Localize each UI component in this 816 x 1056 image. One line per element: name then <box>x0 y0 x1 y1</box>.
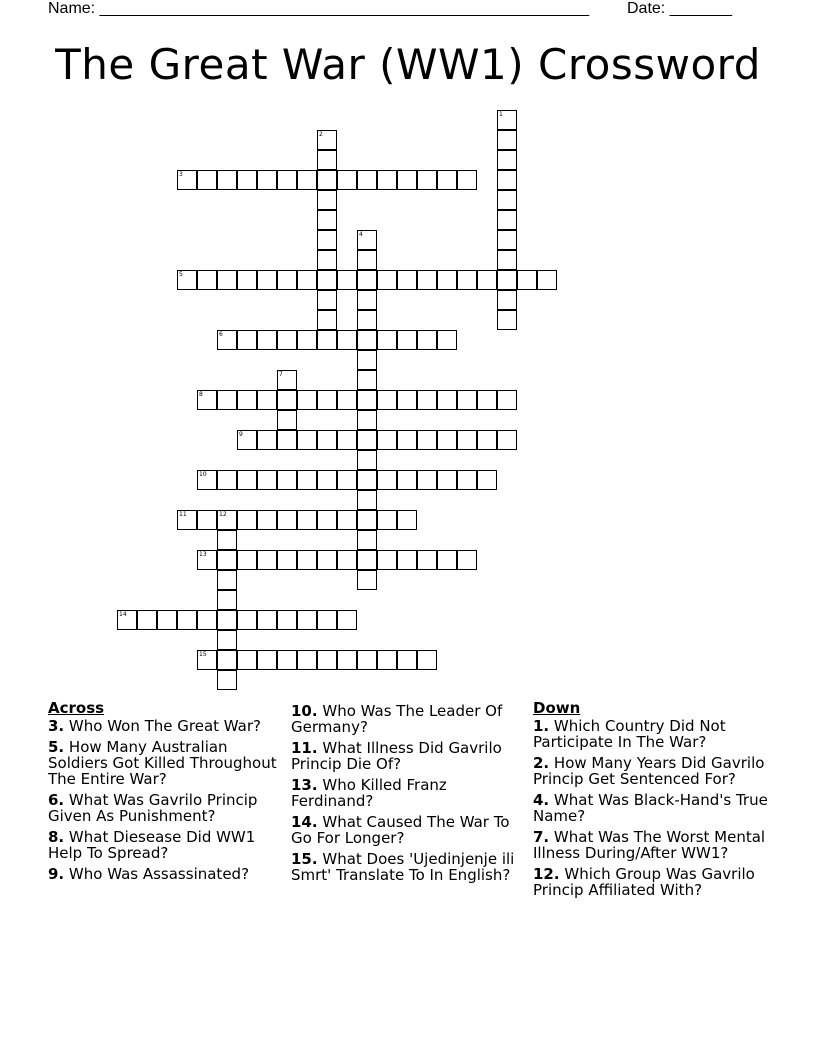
across-clues-continued <box>291 703 531 888</box>
grid-cell[interactable] <box>497 110 517 130</box>
grid-cell[interactable] <box>297 550 317 570</box>
grid-cell[interactable] <box>317 310 337 330</box>
grid-cell[interactable] <box>417 270 437 290</box>
grid-cell[interactable] <box>357 390 377 410</box>
grid-cell[interactable] <box>257 430 277 450</box>
grid-cell[interactable] <box>217 390 237 410</box>
grid-cell[interactable] <box>437 470 457 490</box>
grid-cell[interactable] <box>197 470 217 490</box>
grid-cell[interactable] <box>317 330 337 350</box>
grid-cell[interactable] <box>277 270 297 290</box>
grid-cell[interactable] <box>317 390 337 410</box>
cell-number: 11 <box>179 511 187 518</box>
grid-cell[interactable] <box>497 130 517 150</box>
grid-cell[interactable] <box>337 610 357 630</box>
grid-cell[interactable] <box>317 150 337 170</box>
clue-across: 15. What Does 'Ujedinjenje ili Smrt' Translate To In English? <box>291 850 515 884</box>
grid-cell[interactable] <box>157 610 177 630</box>
grid-cell[interactable] <box>497 170 517 190</box>
cell-number: 6 <box>219 331 223 338</box>
grid-cell[interactable] <box>197 610 217 630</box>
grid-cell[interactable] <box>277 330 297 350</box>
grid-cell[interactable] <box>397 430 417 450</box>
grid-cell[interactable] <box>277 390 297 410</box>
grid-cell[interactable] <box>317 190 337 210</box>
grid-cell[interactable] <box>237 550 257 570</box>
grid-cell[interactable] <box>217 550 237 570</box>
grid-cell[interactable] <box>397 650 417 670</box>
grid-cell[interactable] <box>297 430 317 450</box>
grid-cell[interactable] <box>217 590 237 610</box>
grid-cell[interactable] <box>357 370 377 390</box>
grid-cell[interactable] <box>337 330 357 350</box>
clue-down: 1. Which Country Did Not Participate In The War? <box>533 717 726 751</box>
grid-cell[interactable] <box>257 610 277 630</box>
grid-cell[interactable] <box>397 470 417 490</box>
grid-cell[interactable] <box>357 650 377 670</box>
grid-cell[interactable] <box>357 470 377 490</box>
down-clues <box>533 700 773 903</box>
grid-cell[interactable] <box>197 550 217 570</box>
grid-cell[interactable] <box>257 330 277 350</box>
grid-cell[interactable] <box>397 170 417 190</box>
grid-cell[interactable] <box>297 270 317 290</box>
grid-cell[interactable] <box>337 170 357 190</box>
grid-cell[interactable] <box>237 170 257 190</box>
grid-cell[interactable] <box>217 270 237 290</box>
grid-cell[interactable] <box>297 510 317 530</box>
grid-cell[interactable] <box>277 370 297 390</box>
cell-number: 7 <box>279 371 283 378</box>
grid-cell[interactable] <box>497 310 517 330</box>
grid-cell[interactable] <box>257 550 277 570</box>
clue-down: 4. What Was Black-Hand's True Name? <box>533 791 768 825</box>
clue-across: 3. Who Won The Great War? <box>48 717 261 735</box>
grid-cell[interactable] <box>277 470 297 490</box>
grid-cell[interactable] <box>357 450 377 470</box>
grid-cell[interactable] <box>357 350 377 370</box>
grid-cell[interactable] <box>297 470 317 490</box>
grid-cell[interactable] <box>457 470 477 490</box>
clue-down: 12. Which Group Was Gavrilo Princip Affiliated With? <box>533 865 755 899</box>
grid-cell[interactable] <box>377 430 397 450</box>
grid-cell[interactable] <box>277 510 297 530</box>
grid-cell[interactable] <box>497 390 517 410</box>
grid-cell[interactable] <box>437 550 457 570</box>
clue-across: 9. Who Was Assassinated? <box>48 865 250 883</box>
grid-cell[interactable] <box>357 430 377 450</box>
grid-cell[interactable] <box>457 170 477 190</box>
grid-cell[interactable] <box>197 270 217 290</box>
grid-cell[interactable] <box>317 610 337 630</box>
grid-cell[interactable] <box>397 330 417 350</box>
grid-cell[interactable] <box>217 570 237 590</box>
grid-cell[interactable] <box>217 470 237 490</box>
cell-number: 8 <box>199 391 203 398</box>
grid-cell[interactable] <box>217 630 237 650</box>
clue-across: 5. How Many Australian Soldiers Got Killed Throughout The Entire War? <box>48 738 277 788</box>
grid-cell[interactable] <box>277 410 297 430</box>
grid-cell[interactable] <box>317 170 337 190</box>
grid-cell[interactable] <box>377 510 397 530</box>
grid-cell[interactable] <box>177 610 197 630</box>
grid-cell[interactable] <box>217 650 237 670</box>
grid-cell[interactable] <box>317 290 337 310</box>
cell-number: 14 <box>119 611 127 618</box>
grid-cell[interactable] <box>237 610 257 630</box>
grid-cell[interactable] <box>357 530 377 550</box>
grid-cell[interactable] <box>317 650 337 670</box>
grid-cell[interactable] <box>317 230 337 250</box>
grid-cell[interactable] <box>257 470 277 490</box>
grid-cell[interactable] <box>357 170 377 190</box>
grid-cell[interactable] <box>297 170 317 190</box>
grid-cell[interactable] <box>457 430 477 450</box>
grid-cell[interactable] <box>257 270 277 290</box>
grid-cell[interactable] <box>497 270 517 290</box>
grid-cell[interactable] <box>317 270 337 290</box>
grid-cell[interactable] <box>337 650 357 670</box>
clue-across: 6. What Was Gavrilo Princip Given As Punishment? <box>48 791 258 825</box>
grid-cell[interactable] <box>277 430 297 450</box>
clue-across: 11. What Illness Did Gavrilo Princip Die Of? <box>291 739 502 773</box>
grid-cell[interactable] <box>437 270 457 290</box>
grid-cell[interactable] <box>237 510 257 530</box>
grid-cell[interactable] <box>417 470 437 490</box>
grid-cell[interactable] <box>537 270 557 290</box>
grid-cell[interactable] <box>197 390 217 410</box>
grid-cell[interactable] <box>317 210 337 230</box>
grid-cell[interactable] <box>237 650 257 670</box>
grid-cell[interactable] <box>217 670 237 690</box>
grid-cell[interactable] <box>417 330 437 350</box>
grid-cell[interactable] <box>237 470 257 490</box>
grid-cell[interactable] <box>417 550 437 570</box>
grid-cell[interactable] <box>217 170 237 190</box>
grid-cell[interactable] <box>297 650 317 670</box>
name-field[interactable]: Name: _______________________________________________________ <box>48 0 589 17</box>
down-heading: Down <box>533 699 581 717</box>
grid-cell[interactable] <box>197 170 217 190</box>
grid-cell[interactable] <box>277 610 297 630</box>
grid-cell[interactable] <box>477 430 497 450</box>
grid-cell[interactable] <box>277 170 297 190</box>
grid-cell[interactable] <box>357 310 377 330</box>
grid-cell[interactable] <box>397 270 417 290</box>
grid-cell[interactable] <box>497 230 517 250</box>
grid-cell[interactable] <box>277 650 297 670</box>
grid-cell[interactable] <box>317 550 337 570</box>
grid-cell[interactable] <box>237 270 257 290</box>
grid-cell[interactable] <box>177 170 197 190</box>
grid-cell[interactable] <box>357 550 377 570</box>
grid-cell[interactable] <box>377 550 397 570</box>
grid-cell[interactable] <box>317 430 337 450</box>
grid-cell[interactable] <box>297 330 317 350</box>
page-title: The Great War (WW1) Crossword <box>55 40 761 89</box>
clue-across: 13. Who Killed Franz Ferdinand? <box>291 776 447 810</box>
grid-cell[interactable] <box>297 610 317 630</box>
grid-cell[interactable] <box>277 550 297 570</box>
clue-down: 2. How Many Years Did Gavrilo Princip Get Sentenced For? <box>533 754 765 788</box>
grid-cell[interactable] <box>317 470 337 490</box>
grid-cell[interactable] <box>197 510 217 530</box>
grid-cell[interactable] <box>377 270 397 290</box>
grid-cell[interactable] <box>497 150 517 170</box>
cell-number: 2 <box>319 131 323 138</box>
grid-cell[interactable] <box>137 610 157 630</box>
grid-cell[interactable] <box>397 390 417 410</box>
grid-cell[interactable] <box>477 270 497 290</box>
grid-cell[interactable] <box>337 390 357 410</box>
grid-cell[interactable] <box>357 490 377 510</box>
grid-cell[interactable] <box>417 650 437 670</box>
cell-number: 9 <box>239 431 243 438</box>
clue-across: 14. What Caused The War To Go For Longer? <box>291 813 510 847</box>
grid-cell[interactable] <box>417 430 437 450</box>
grid-cell[interactable] <box>337 430 357 450</box>
grid-cell[interactable] <box>357 570 377 590</box>
grid-cell[interactable] <box>317 250 337 270</box>
grid-cell[interactable] <box>377 170 397 190</box>
grid-cell[interactable] <box>357 270 377 290</box>
grid-cell[interactable] <box>397 510 417 530</box>
grid-cell[interactable] <box>257 170 277 190</box>
grid-cell[interactable] <box>337 470 357 490</box>
grid-cell[interactable] <box>217 510 237 530</box>
grid-cell[interactable] <box>337 510 357 530</box>
grid-cell[interactable] <box>297 390 317 410</box>
cell-number: 12 <box>219 511 227 518</box>
cell-number: 10 <box>199 471 207 478</box>
grid-cell[interactable] <box>337 270 357 290</box>
grid-cell[interactable] <box>337 550 357 570</box>
grid-cell[interactable] <box>517 270 537 290</box>
grid-cell[interactable] <box>237 430 257 450</box>
clue-across: 8. What Diesease Did WW1 Help To Spread? <box>48 828 256 862</box>
grid-cell[interactable] <box>117 610 137 630</box>
grid-cell[interactable] <box>217 610 237 630</box>
grid-cell[interactable] <box>497 190 517 210</box>
cell-number: 13 <box>199 551 207 558</box>
grid-cell[interactable] <box>377 330 397 350</box>
grid-cell[interactable] <box>217 530 237 550</box>
grid-cell[interactable] <box>377 650 397 670</box>
grid-cell[interactable] <box>197 650 217 670</box>
grid-cell[interactable] <box>497 250 517 270</box>
grid-cell[interactable] <box>457 390 477 410</box>
grid-cell[interactable] <box>357 330 377 350</box>
across-clues <box>48 700 288 887</box>
grid-cell[interactable] <box>377 390 397 410</box>
grid-cell[interactable] <box>457 550 477 570</box>
grid-cell[interactable] <box>457 270 477 290</box>
grid-cell[interactable] <box>237 330 257 350</box>
grid-cell[interactable] <box>257 650 277 670</box>
cell-number: 3 <box>179 171 183 178</box>
grid-cell[interactable] <box>477 470 497 490</box>
grid-cell[interactable] <box>417 170 437 190</box>
grid-cell[interactable] <box>257 510 277 530</box>
grid-cell[interactable] <box>317 510 337 530</box>
grid-cell[interactable] <box>357 510 377 530</box>
clue-across: 10. Who Was The Leader Of Germany? <box>291 702 503 736</box>
grid-cell[interactable] <box>437 170 457 190</box>
grid-cell[interactable] <box>497 430 517 450</box>
grid-cell[interactable] <box>377 470 397 490</box>
grid-cell[interactable] <box>317 130 337 150</box>
grid-cell[interactable] <box>257 390 277 410</box>
cell-number: 1 <box>499 111 503 118</box>
grid-cell[interactable] <box>497 290 517 310</box>
grid-cell[interactable] <box>237 390 257 410</box>
grid-cell[interactable] <box>397 550 417 570</box>
grid-cell[interactable] <box>477 390 497 410</box>
grid-cell[interactable] <box>357 290 377 310</box>
date-field[interactable]: Date: _______ <box>627 0 732 17</box>
grid-cell[interactable] <box>497 210 517 230</box>
grid-cell[interactable] <box>437 330 457 350</box>
clue-down: 7. What Was The Worst Mental Illness During/After WW1? <box>533 828 766 862</box>
grid-cell[interactable] <box>177 270 197 290</box>
grid-cell[interactable] <box>437 430 457 450</box>
cell-number: 4 <box>359 231 363 238</box>
grid-cell[interactable] <box>437 390 457 410</box>
across-heading: Across <box>48 699 105 717</box>
cell-number: 15 <box>199 651 207 658</box>
grid-cell[interactable] <box>417 390 437 410</box>
grid-cell[interactable] <box>357 230 377 250</box>
cell-number: 5 <box>179 271 183 278</box>
grid-cell[interactable] <box>357 250 377 270</box>
grid-cell[interactable] <box>177 510 197 530</box>
grid-cell[interactable] <box>217 330 237 350</box>
grid-cell[interactable] <box>357 410 377 430</box>
